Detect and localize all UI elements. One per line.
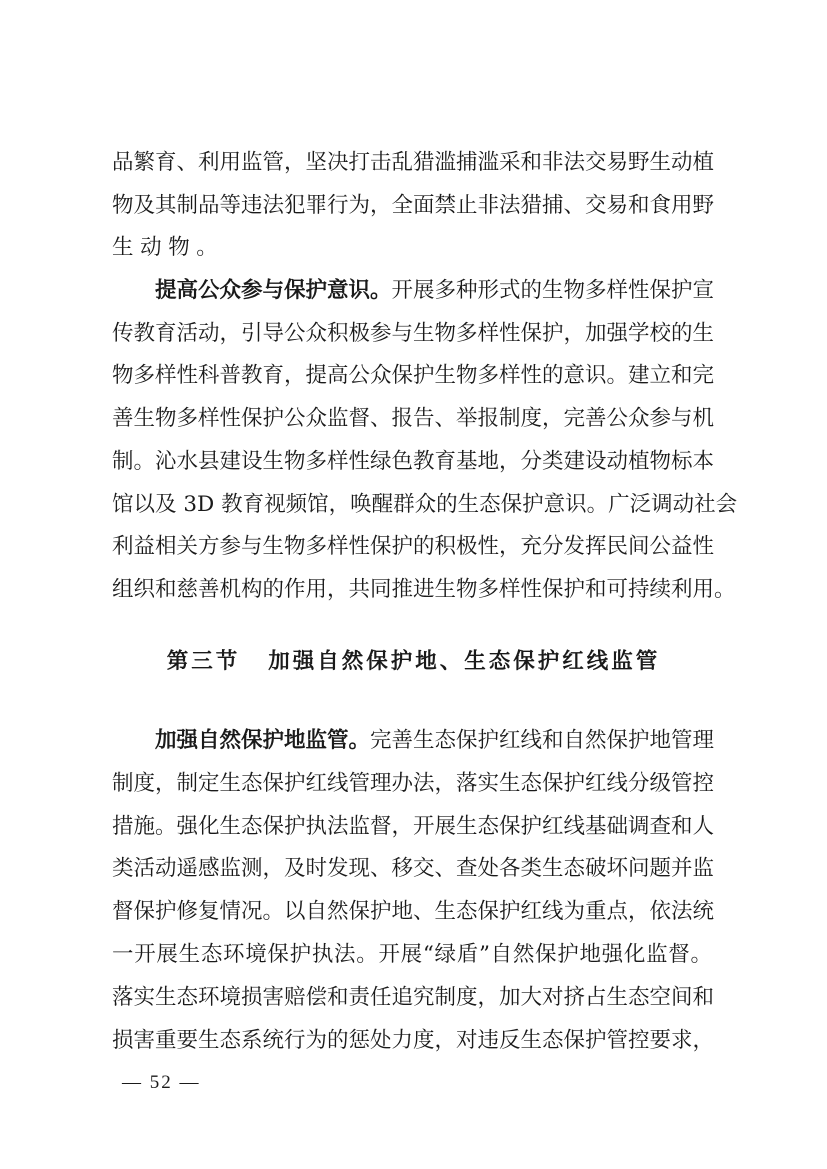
text-line: 督保护修复情况。以自然保护地、生态保护红线为重点，依法统 <box>112 899 715 924</box>
section-number: 第三节 <box>166 649 241 674</box>
text-line: 制。沁水县建设生物多样性绿色教育基地，分类建设动植物标本 <box>112 449 715 474</box>
section-heading <box>0 644 827 675</box>
text-line: 善生物多样性保护公众监督、报告、举报制度，完善公众参与机 <box>112 406 715 431</box>
text-line: 品繁育、利用监管，坚决打击乱猎滥捕滥采和非法交易野生动植 <box>112 150 715 175</box>
text-line <box>155 276 715 306</box>
text-line: 利益相关方参与生物多样性保护的积极性，充分发挥民间公益性 <box>112 534 715 559</box>
section-title: 加强自然保护地、生态保护红线监管 <box>268 649 661 674</box>
text-line: 生动物。 <box>112 235 225 260</box>
text-span: 开展多种形式的生物多样性保护宣 <box>391 278 715 303</box>
paragraph-lead: 加强自然保护地监管。 <box>155 728 371 753</box>
text-line: 落实生态环境损害赔偿和责任追究制度，加大对挤占生态空间和 <box>112 985 715 1010</box>
text-line: 一开展生态环境保护执法。开展“绿盾”自然保护地强化监督。 <box>112 942 712 967</box>
text-line: 物及其制品等违法犯罪行为，全面禁止非法猎捕、交易和食用野 <box>112 193 715 218</box>
text-line: 物多样性科普教育，提高公众保护生物多样性的意识。建立和完 <box>112 363 715 388</box>
text-line: 损害重要生态系统行为的惩处力度，对违反生态保护管控要求， <box>112 1028 715 1053</box>
page-number: — 52 — <box>122 1072 201 1093</box>
text-line: 措施。强化生态保护执法监督，开展生态保护红线基础调查和人 <box>112 814 715 839</box>
paragraph-lead: 提高公众参与保护意识。 <box>155 278 392 303</box>
text-line: 组织和慈善机构的作用，共同推进生物多样性保护和可持续利用。 <box>112 577 736 602</box>
text-line: 传教育活动，引导公众积极参与生物多样性保护，加强学校的生 <box>112 321 715 346</box>
text-span: 完善生态保护红线和自然保护地管理 <box>370 728 715 753</box>
text-line: 类活动遥感监测，及时发现、移交、查处各类生态破坏问题并监 <box>112 856 715 881</box>
text-line <box>155 726 715 756</box>
text-line: 馆以及 3D 教育视频馆，唤醒群众的生态保护意识。广泛调动社会 <box>112 492 738 517</box>
text-line: 制度，制定生态保护红线管理办法，落实生态保护红线分级管控 <box>112 771 715 796</box>
